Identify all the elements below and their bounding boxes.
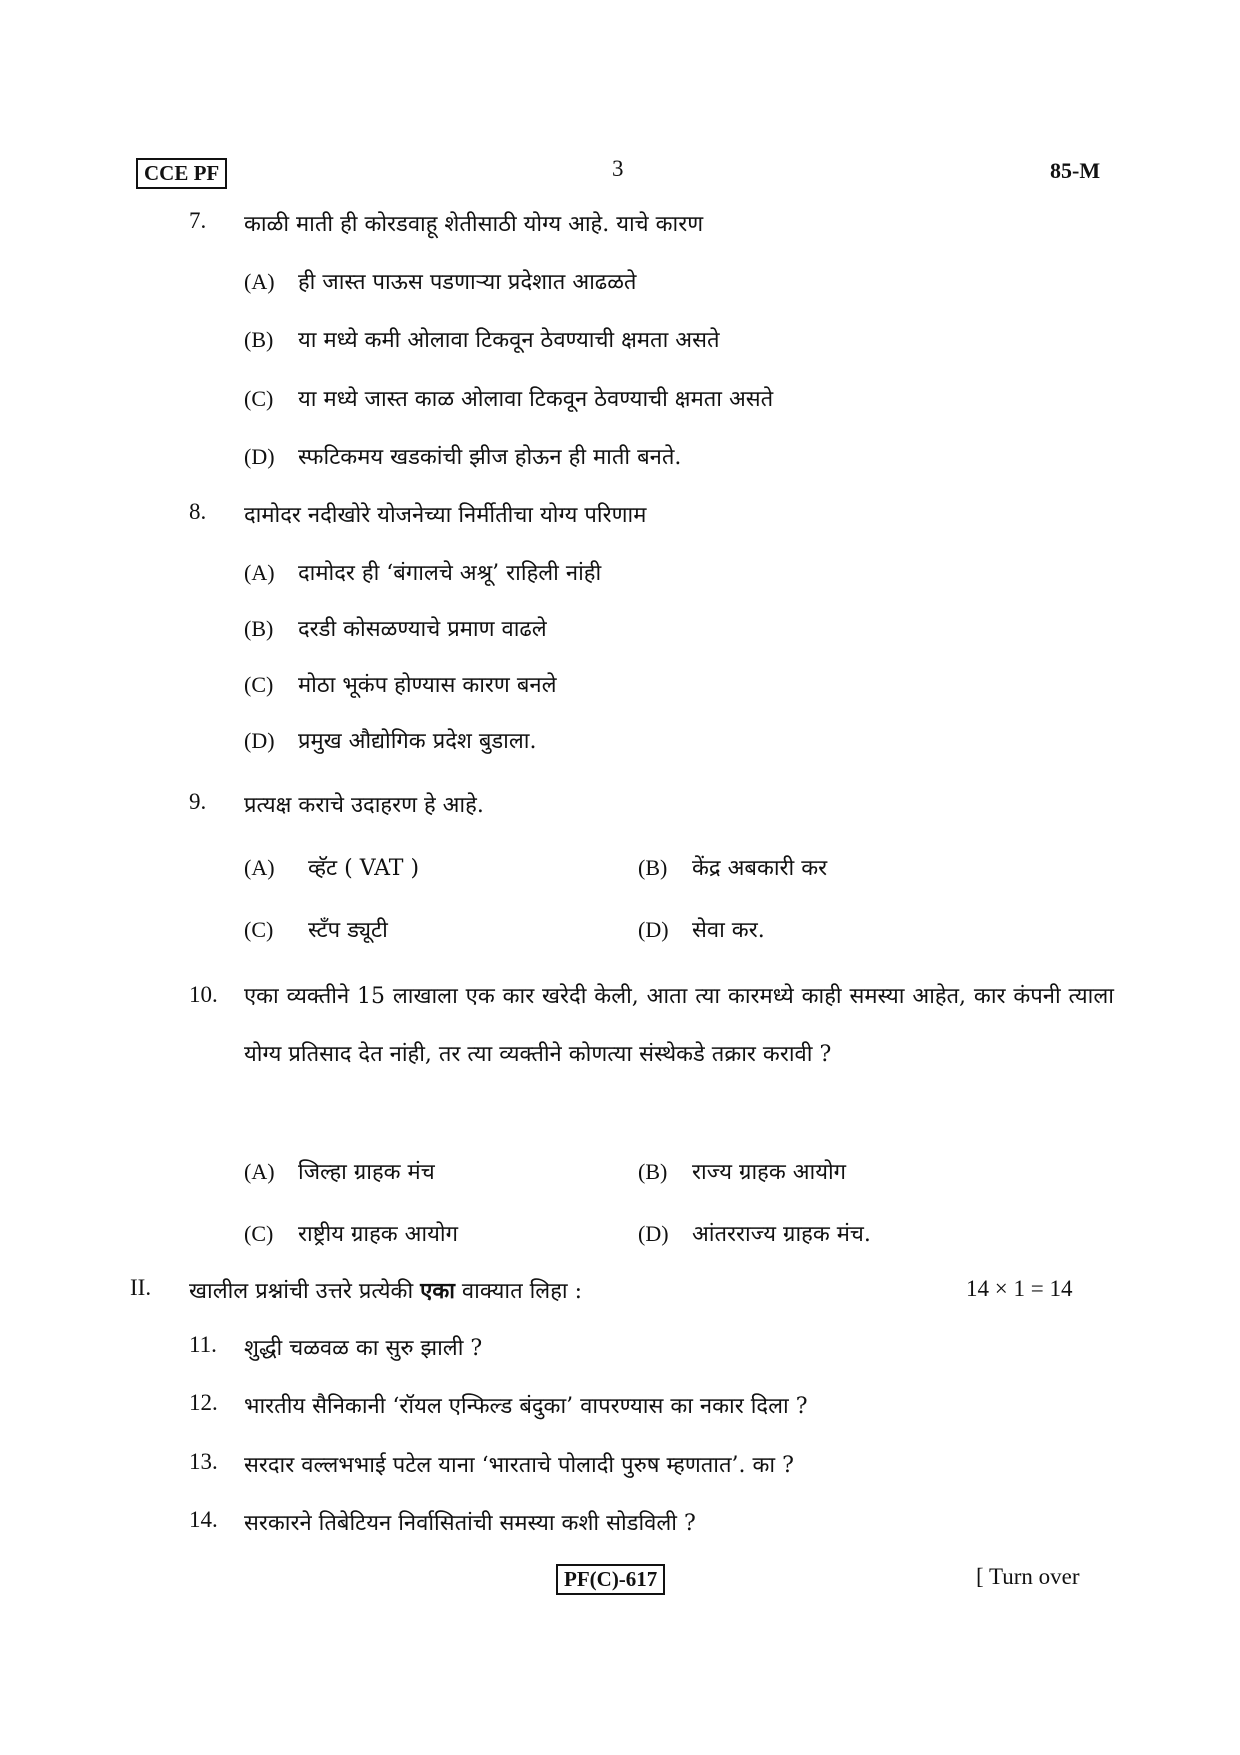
option-text: या मध्ये कमी ओलावा टिकवून ठेवण्याची क्षमता असते <box>298 328 720 353</box>
question-13-text: सरदार वल्लभभाई पटेल याना ‘भारताचे पोलादी पुरुष म्हणतात’. का ? <box>244 1453 794 1478</box>
option-label: (C) <box>244 672 274 697</box>
option-label: (D) <box>638 917 669 942</box>
instruction-bold: एका <box>420 1278 455 1304</box>
option-label: (C) <box>244 1221 274 1246</box>
paper-code: 85-M <box>1050 158 1101 183</box>
question-14-text: सरकारने तिबेटियन निर्वासितांची समस्या कशी सोडविली ? <box>244 1511 696 1536</box>
question-7-option-a <box>244 266 636 296</box>
instruction-text: खालील प्रश्नांची उत्तरे प्रत्येकी <box>189 1279 421 1304</box>
footer-code-box: PF(C)-617 <box>556 1564 665 1595</box>
option-text: ही जास्त पाऊस पडणाऱ्या प्रदेशात आढळते <box>298 270 637 295</box>
turn-over-note: [ Turn over <box>976 1564 1080 1589</box>
option-label: (A) <box>244 1159 275 1184</box>
question-9-option-c <box>244 914 388 944</box>
option-text: मोठा भूकंप होण्यास कारण बनले <box>298 673 557 698</box>
question-8-option-c <box>244 669 557 699</box>
option-text: राष्ट्रीय ग्राहक आयोग <box>298 1222 459 1247</box>
option-label: (A) <box>244 560 275 585</box>
option-text: आंतरराज्य ग्राहक मंच. <box>692 1222 871 1247</box>
option-text: स्टँप ड्यूटी <box>308 918 388 943</box>
section-2-instruction <box>189 1275 582 1305</box>
question-9-option-a <box>244 852 419 882</box>
question-8-option-a <box>244 557 601 587</box>
instruction-text: वाक्यात लिहा : <box>454 1279 583 1304</box>
option-label: (C) <box>244 386 274 411</box>
question-8-option-b <box>244 613 547 643</box>
question-9-option-b <box>638 852 827 882</box>
option-text: राज्य ग्राहक आयोग <box>692 1160 847 1185</box>
option-label: (B) <box>638 1159 668 1184</box>
option-text: जिल्हा ग्राहक मंच <box>298 1160 435 1185</box>
question-14-number: 14. <box>189 1507 218 1532</box>
option-text: दरडी कोसळण्याचे प्रमाण वाढले <box>298 617 547 642</box>
option-text: प्रमुख औद्योगिक प्रदेश बुडाला. <box>298 729 537 754</box>
option-text: या मध्ये जास्त काळ ओलावा टिकवून ठेवण्याची क्षमता असते <box>298 387 774 412</box>
option-text: दामोदर ही ‘बंगालचे अश्रू’ राहिली नांही <box>298 561 602 586</box>
section-2-number: II. <box>130 1275 152 1300</box>
option-text: केंद्र अबकारी कर <box>692 856 828 881</box>
option-label: (D) <box>244 728 275 753</box>
question-10-number: 10. <box>189 982 218 1007</box>
question-10-text: एका व्यक्तीने 15 लाखाला एक कार खरेदी केली, आता त्या कारमध्ये काही समस्या आहेत, कार कंपनी त्याला योग्य प्रतिसाद देत नांही, तर त्या व्यक्तीने कोणत्या संस्थेकडे तक्रार करावी ? <box>244 984 1114 1067</box>
question-10-option-b <box>638 1156 846 1186</box>
question-9-option-d <box>638 914 765 944</box>
page-number: 3 <box>612 156 624 181</box>
question-11-text: शुद्धी चळवळ का सुरु झाली ? <box>244 1336 483 1361</box>
option-text: व्हॅट ( VAT ) <box>308 856 420 881</box>
question-8-text: दामोदर नदीखोरे योजनेच्या निर्मीतीचा योग्य परिणाम <box>244 503 647 528</box>
question-7-number: 7. <box>189 208 207 233</box>
question-7-text: काळी माती ही कोरडवाहू शेतीसाठी योग्य आहे. याचे कारण <box>244 212 704 237</box>
header-left-box: CCE PF <box>136 158 227 189</box>
option-label: (B) <box>244 327 274 352</box>
option-label: (A) <box>244 269 275 294</box>
question-11-number: 11. <box>189 1332 217 1357</box>
option-label: (D) <box>638 1221 669 1246</box>
option-text: सेवा कर. <box>692 918 765 943</box>
question-9-text: प्रत्यक्ष कराचे उदाहरण हे आहे. <box>244 793 484 818</box>
question-10-option-c <box>244 1218 458 1248</box>
option-text: स्फटिकमय खडकांची झीज होऊन ही माती बनते. <box>298 445 682 470</box>
section-2-marks: 14 × 1 = 14 <box>966 1276 1073 1301</box>
question-13-number: 13. <box>189 1449 218 1474</box>
question-7-option-c <box>244 383 773 413</box>
question-12-text: भारतीय सैनिकानी ‘रॉयल एन्फिल्ड बंदुका’ वापरण्यास का नकार दिला ? <box>244 1394 808 1419</box>
question-9-number: 9. <box>189 789 207 814</box>
question-10-option-d <box>638 1218 871 1248</box>
question-7-option-b <box>244 324 720 354</box>
question-8-number: 8. <box>189 499 207 524</box>
question-12-number: 12. <box>189 1390 218 1415</box>
question-8-option-d <box>244 725 537 755</box>
option-label: (D) <box>244 444 275 469</box>
question-10-option-a <box>244 1156 435 1186</box>
question-7-option-d <box>244 441 681 471</box>
option-label: (C) <box>244 917 274 942</box>
option-label: (A) <box>244 855 275 880</box>
option-label: (B) <box>638 855 668 880</box>
option-label: (B) <box>244 616 274 641</box>
